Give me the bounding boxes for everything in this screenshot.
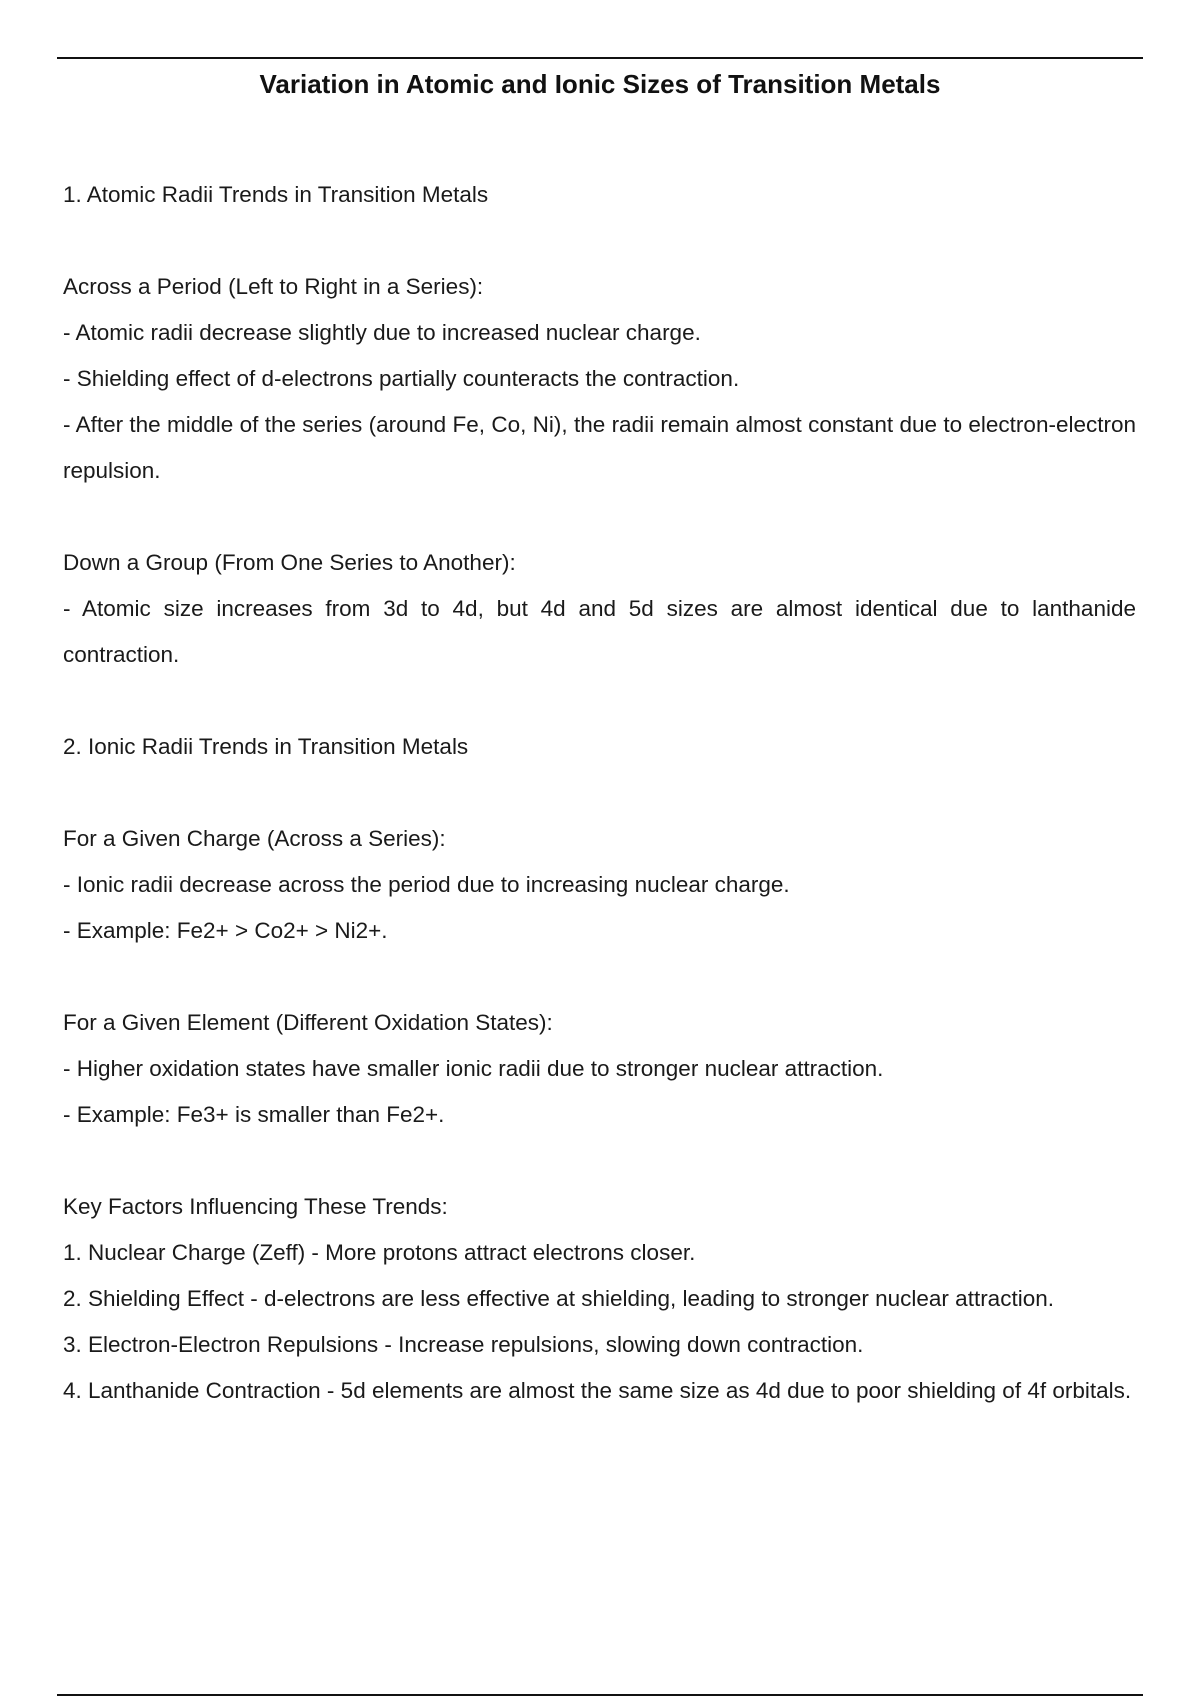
subheading-given-element: For a Given Element (Different Oxidation States): xyxy=(63,1010,553,1035)
bullet-item: - Atomic size increases from 3d to 4d, but 4d and 5d sizes are almost identical due to lanthanide contraction. xyxy=(63,596,1136,667)
document-title: Variation in Atomic and Ionic Sizes of Transition Metals xyxy=(259,69,941,99)
subheading-across-period: Across a Period (Left to Right in a Series): xyxy=(63,274,484,299)
top-rule xyxy=(57,57,1143,59)
numbered-item: 3. Electron-Electron Repulsions - Increase repulsions, slowing down contraction. xyxy=(63,1332,864,1357)
bullet-item: - Example: Fe3+ is smaller than Fe2+. xyxy=(63,1102,445,1127)
section-heading-ionic: 2. Ionic Radii Trends in Transition Metals xyxy=(63,734,469,759)
numbered-item: 1. Nuclear Charge (Zeff) - More protons attract electrons closer. xyxy=(63,1240,696,1265)
bullet-item: - Ionic radii decrease across the period due to increasing nuclear charge. xyxy=(63,872,790,897)
document-body xyxy=(63,172,1136,1414)
section-heading-atomic: 1. Atomic Radii Trends in Transition Metals xyxy=(63,182,489,207)
subheading-given-charge: For a Given Charge (Across a Series): xyxy=(63,826,446,851)
bottom-rule xyxy=(57,1694,1143,1696)
numbered-item: 2. Shielding Effect - d-electrons are less effective at shielding, leading to stronger nuclear attraction. xyxy=(63,1286,1054,1311)
bullet-item: - Example: Fe2+ > Co2+ > Ni2+. xyxy=(63,918,388,943)
numbered-item: 4. Lanthanide Contraction - 5d elements are almost the same size as 4d due to poor shielding of 4f orbitals. xyxy=(63,1378,1132,1403)
bullet-item: - After the middle of the series (around Fe, Co, Ni), the radii remain almost constant due to electron-electron repulsion. xyxy=(63,412,1136,483)
subheading-down-group: Down a Group (From One Series to Another): xyxy=(63,550,516,575)
bullet-item: - Higher oxidation states have smaller ionic radii due to stronger nuclear attraction. xyxy=(63,1056,884,1081)
subheading-key-factors: Key Factors Influencing These Trends: xyxy=(63,1194,448,1219)
bullet-item: - Shielding effect of d-electrons partially counteracts the contraction. xyxy=(63,366,740,391)
bullet-item: - Atomic radii decrease slightly due to increased nuclear charge. xyxy=(63,320,701,345)
